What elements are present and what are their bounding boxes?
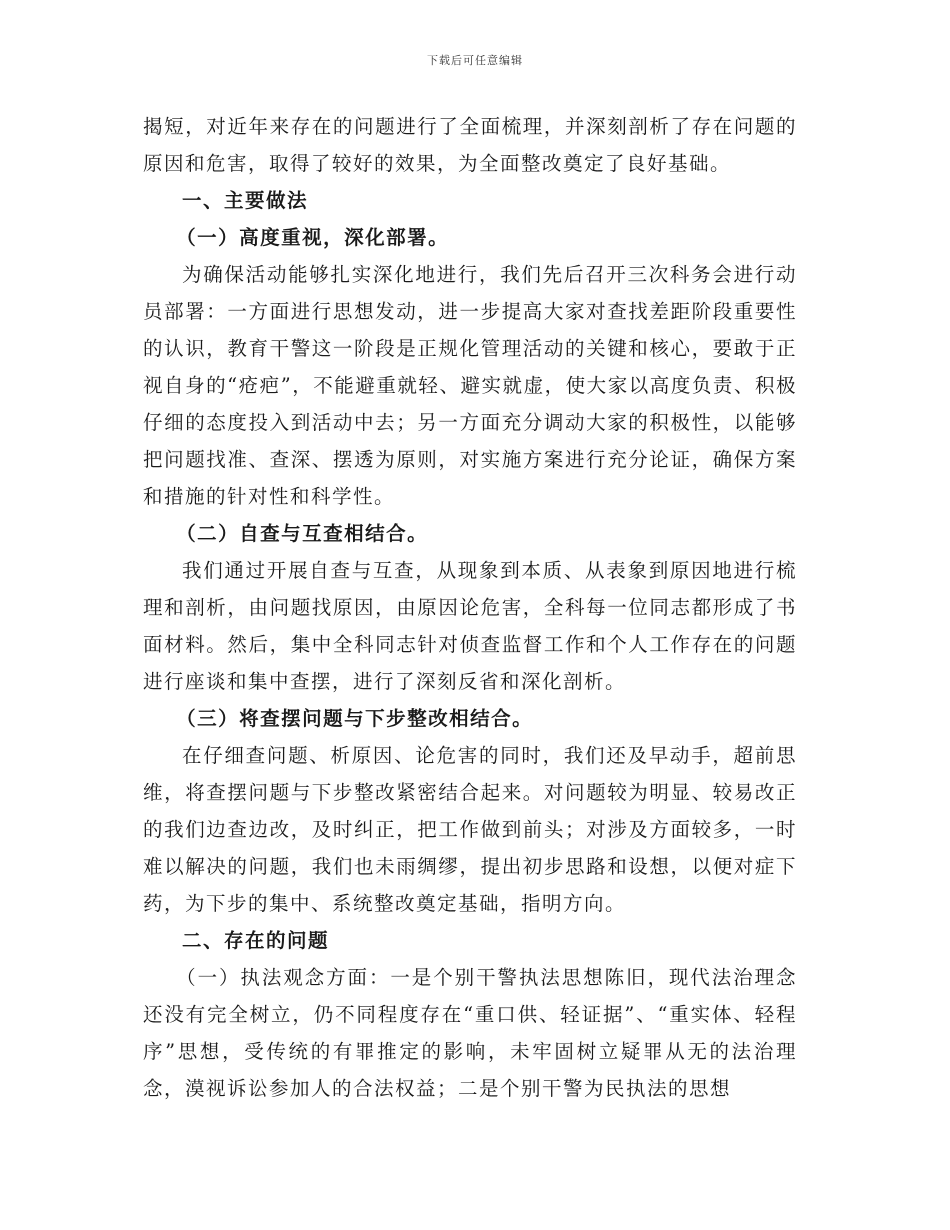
section-heading-existing-problems: 二、存在的问题: [182, 929, 330, 952]
subheading-self-mutual-check: （二）自查与互查相结合。: [176, 522, 429, 545]
intro-paragraph: 揭短，对近年来存在的问题进行了全面梳理，并深刻剖析了存在问题的原因和危害，取得了较好的效果，为全面整改奠定了良好基础。: [143, 115, 797, 175]
page-header-note: 下载后可任意编辑: [427, 54, 523, 67]
section-heading-main-practices: 一、主要做法: [182, 189, 309, 212]
subheading-problem-rectification: （三）将查摆问题与下步整改相结合。: [176, 707, 534, 730]
paragraph-self-mutual-check: 我们通过开展自查与互查，从现象到本质、从表象到原因地进行梳理和剖析，由问题找原因，由原因论危害，全科每一位同志都形成了书面材料。然后，集中全科同志针对侦查监督工作和个人工作存在的问题进行座谈和集中查摆，进行了深刻反省和深化剖析。: [143, 559, 797, 693]
paragraph-law-enforcement-concept: （一）执法观念方面：一是个别干警执法思想陈旧，现代法治理念还没有完全树立，仍不同程度存在“重口供、轻证据”、“重实体、轻程序”思想，受传统的有罪推定的影响，未牢固树立疑罪从无的法治理念，漠视诉讼参加人的合法权益；二是个别干警为民执法的思想: [143, 966, 797, 1100]
document-body: [143, 108, 797, 1107]
paragraph-problem-rectification: 在仔细查问题、析原因、论危害的同时，我们还及早动手，超前思维，将查摆问题与下步整改紧密结合起来。对问题较为明显、较易改正的我们边查边改，及时纠正，把工作做到前头；对涉及方面较多，一时难以解决的问题，我们也未雨绸缪，提出初步思路和设想，以便对症下药，为下步的集中、系统整改奠定基础，指明方向。: [143, 744, 797, 915]
paragraph-high-attention: 为确保活动能够扎实深化地进行，我们先后召开三次科务会进行动员部署：一方面进行思想发动，进一步提高大家对查找差距阶段重要性的认识，教育干警这一阶段是正规化管理活动的关键和核心，要敢于正视自身的“疮疤”，不能避重就轻、避实就虚，使大家以高度负责、积极仔细的态度投入到活动中去；另一方面充分调动大家的积极性，以能够把问题找准、查深、摆透为原则，对实施方案进行充分论证，确保方案和措施的针对性和科学性。: [143, 263, 797, 508]
subheading-high-attention: （一）高度重视，深化部署。: [176, 226, 450, 249]
